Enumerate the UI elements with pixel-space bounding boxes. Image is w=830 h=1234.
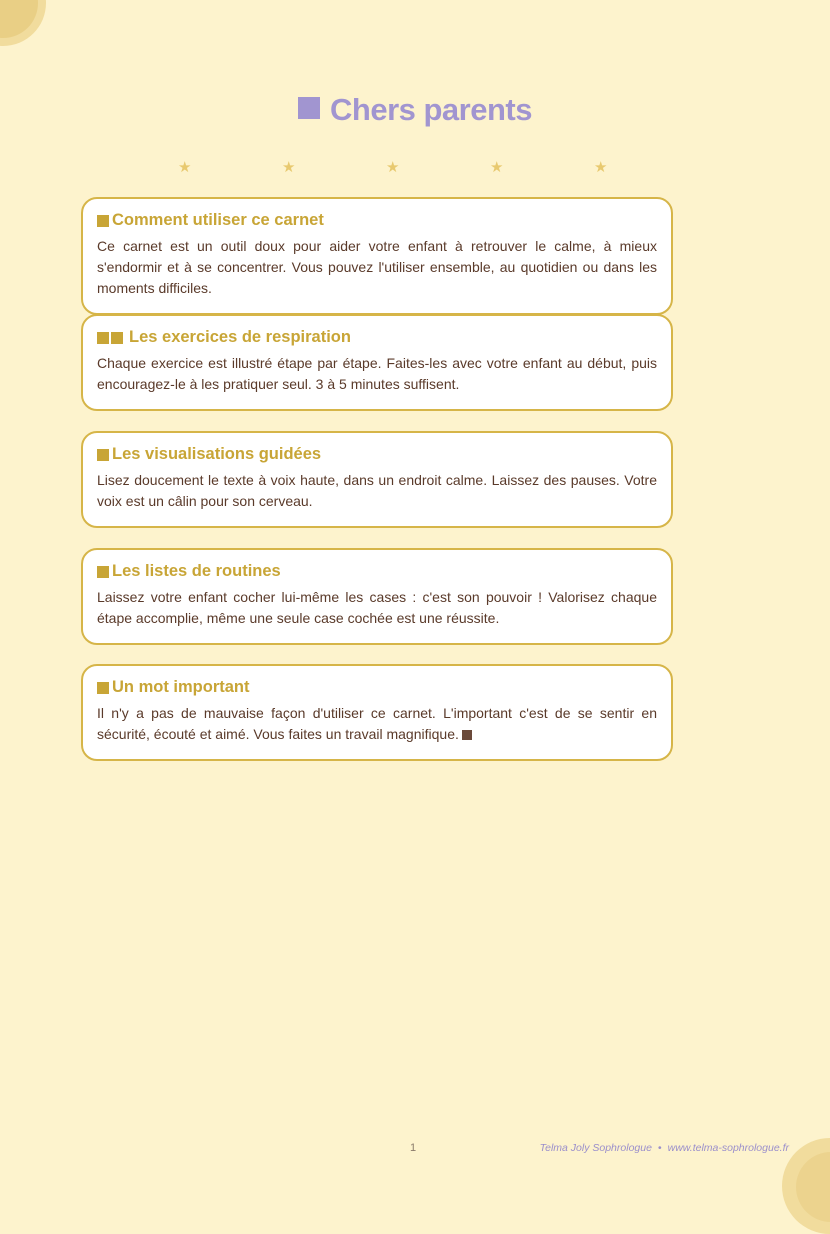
- footer-website: www.telma-sophrologue.fr: [667, 1142, 789, 1154]
- end-square-icon: [462, 730, 472, 740]
- section-text: Ce carnet est un outil doux pour aider votre enfant à retrouver le calme, à mieux s'endormir et à se concentrer. Vous pouvez l'utiliser ensemble, au quotidien ou dans les moments difficiles.: [97, 238, 657, 296]
- star-icon: ★: [282, 159, 296, 176]
- section-heading: Un mot important: [97, 678, 657, 697]
- square-bullet-icon: [97, 566, 109, 578]
- page-title-text: Chers parents: [330, 92, 532, 127]
- footer-author: Telma Joly Sophrologue: [539, 1142, 652, 1154]
- square-bullet-icon: [97, 215, 109, 227]
- star-icon: ★: [178, 159, 192, 176]
- star-divider: [0, 158, 830, 178]
- section-text: Laissez votre enfant cocher lui-même les cases : c'est son pouvoir ! Valorisez chaque étape accomplie, même une seule case cochée est une réussite.: [97, 589, 657, 626]
- square-bullet-icon: [298, 97, 320, 119]
- corner-decoration-bottom-right: [782, 1138, 830, 1234]
- page-number: 1: [410, 1142, 417, 1154]
- square-bullet-icon: [97, 449, 109, 461]
- star-icon: ★: [386, 159, 400, 176]
- star-icon: ★: [594, 159, 608, 176]
- footer-separator: •: [657, 1142, 662, 1154]
- section-heading: Les listes de routines: [97, 562, 657, 581]
- section-text: Chaque exercice est illustré étape par étape. Faites-les avec votre enfant au début, puis encouragez-le à les pratiquer seul. 3 à 5 minutes suffisent.: [97, 355, 657, 392]
- double-square-bullet-icon: [97, 332, 125, 344]
- square-bullet-icon: [97, 682, 109, 694]
- section-text: Il n'y a pas de mauvaise façon d'utiliser ce carnet. L'important c'est de se sentir en sécurité, écouté et aimé. Vous faites un travail magnifique.: [97, 705, 657, 742]
- section-card-routines: [81, 548, 673, 645]
- section-card-important: [81, 664, 673, 761]
- section-heading: Les exercices de respiration: [97, 328, 657, 347]
- section-card-visualisations: [81, 431, 673, 528]
- section-card-usage: [81, 197, 673, 315]
- section-card-breathing: [81, 314, 673, 411]
- page-title: [0, 92, 830, 128]
- section-heading: Les visualisations guidées: [97, 445, 657, 464]
- corner-decoration-top-left: [0, 0, 46, 46]
- footer-credit: [540, 1142, 789, 1154]
- section-heading: Comment utiliser ce carnet: [97, 211, 657, 230]
- star-icon: ★: [490, 159, 504, 176]
- section-text: Lisez doucement le texte à voix haute, dans un endroit calme. Laissez des pauses. Votre voix est un câlin pour son cerveau.: [97, 472, 657, 509]
